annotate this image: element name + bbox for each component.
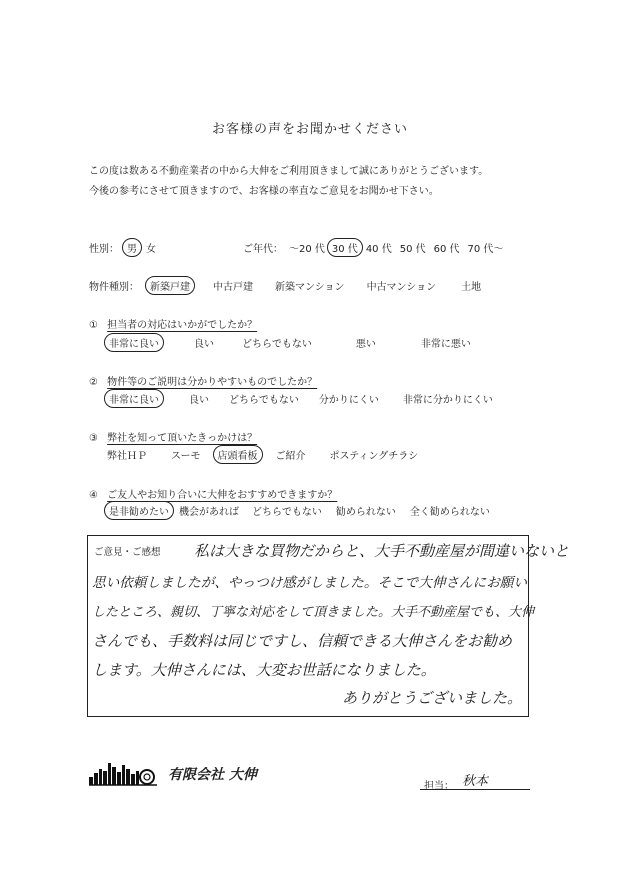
q4-option-definitely[interactable]: 是非勧めたい	[104, 501, 174, 520]
q1-option-good[interactable]: 良い	[194, 339, 214, 350]
comment-line-5: します。大伸さんには、大変お世話になりました。	[92, 661, 436, 679]
question-3-number: ③	[89, 433, 98, 444]
question-1-text: 担当者の対応はいかがでしたか？	[107, 320, 258, 331]
intro-line-2: 今後の参考にさせて頂きますので、お客様の率直なご意見をお聞かせ下さい。	[89, 186, 439, 197]
q4-option-neutral[interactable]: どちらでもない	[252, 507, 322, 518]
comment-line-6: ありがとうございました。	[342, 689, 523, 707]
property-option-new-house[interactable]: 新築戸建	[145, 276, 195, 295]
comment-label: ご意見・ご感想	[94, 547, 161, 558]
gender-row	[89, 238, 156, 257]
q1-option-bad[interactable]: 悪い	[355, 339, 376, 350]
q3-option-storefront-sign[interactable]: 店頭看板	[213, 445, 263, 464]
intro-text	[89, 162, 488, 202]
question-2-number: ②	[89, 377, 98, 388]
age-option-under20[interactable]: ～20 代	[289, 244, 325, 255]
age-row	[243, 238, 503, 257]
question-3-text: 弊社を知って頂いたきっかけは？	[107, 433, 258, 444]
age-option-40s[interactable]: 40 代	[365, 244, 392, 255]
comment-line-4: さんでも、手数料は同じですし、信頼できる大伸さんをお勧め	[92, 632, 513, 650]
comment-line-2: 思い依頼しましたが、やっつけ感がしました。そこで大伸さんにお願い	[92, 575, 527, 591]
staff-signature-line	[420, 789, 530, 790]
question-4-number: ④	[89, 490, 98, 501]
q2-option-very-good[interactable]: 非常に良い	[104, 389, 164, 408]
company-logo-icon	[89, 760, 157, 790]
q4-option-absolutely-not[interactable]: 全く勧められない	[409, 507, 490, 518]
q4-option-if-opportunity[interactable]: 機会があれば	[179, 507, 239, 518]
company-name: 有限会社 大伸	[168, 767, 257, 783]
question-3-options	[107, 445, 418, 464]
q2-option-very-unclear[interactable]: 非常に分かりにくい	[402, 395, 493, 406]
gender-option-male[interactable]: 男	[122, 238, 142, 257]
property-row	[89, 276, 481, 295]
question-2-options	[104, 389, 493, 408]
q3-option-website[interactable]: 弊社ＨＰ	[107, 451, 147, 462]
property-label: 物件種別：	[89, 282, 139, 293]
q1-option-very-good[interactable]: 非常に良い	[104, 333, 164, 352]
question-4-text: ご友人やお知り合いに大伸をおすすめできますか？	[107, 490, 338, 501]
q1-option-very-bad[interactable]: 非常に悪い	[420, 339, 471, 350]
q1-option-neutral[interactable]: どちらでもない	[242, 339, 312, 350]
q3-option-referral[interactable]: ご紹介	[275, 451, 306, 462]
age-label: ご年代：	[243, 244, 283, 255]
gender-label: 性別：	[89, 244, 119, 255]
property-option-used-house[interactable]: 中古戸建	[213, 282, 253, 293]
age-option-70s[interactable]: 70 代～	[467, 244, 504, 255]
age-option-30s[interactable]: 30 代	[327, 238, 363, 257]
intro-line-1: この度は数ある不動産業者の中から大伸をご利用頂きまして誠にありがとうございます。	[89, 166, 489, 177]
question-2	[89, 373, 317, 388]
q2-option-neutral[interactable]: どちらでもない	[229, 395, 299, 406]
property-option-new-mansion[interactable]: 新築マンション	[275, 282, 345, 293]
question-4	[89, 486, 337, 501]
age-option-60s[interactable]: 60 代	[433, 244, 460, 255]
q3-option-flyer[interactable]: ポスティングチラシ	[329, 451, 419, 462]
age-option-50s[interactable]: 50 代	[399, 244, 426, 255]
question-1	[89, 316, 257, 331]
q2-option-good[interactable]: 良い	[189, 395, 209, 406]
q3-option-suumo[interactable]: スーモ	[171, 451, 201, 462]
question-2-text: 物件等のご説明は分かりやすいものでしたか？	[107, 377, 318, 388]
comment-line-1: 私は大きな買物だからと、大手不動産屋が間違いないと	[194, 542, 570, 560]
property-option-land[interactable]: 土地	[461, 282, 482, 293]
q2-option-unclear[interactable]: 分かりにくい	[318, 395, 379, 406]
question-4-options	[104, 501, 490, 520]
staff-label: 担当：	[424, 781, 454, 792]
question-1-options	[104, 333, 471, 352]
page-title: お客様の声をお聞かせください	[211, 122, 408, 137]
q4-option-cannot[interactable]: 勧められない	[335, 507, 396, 518]
comment-line-3: したところ、親切、丁寧な対応をして頂きました。大手不動産屋でも、大伸	[92, 605, 535, 620]
question-1-number: ①	[89, 320, 98, 331]
question-3	[89, 429, 257, 444]
property-option-used-mansion[interactable]: 中古マンション	[366, 282, 437, 293]
gender-option-female[interactable]: 女	[146, 244, 156, 255]
staff-name: 秋本	[462, 774, 489, 789]
